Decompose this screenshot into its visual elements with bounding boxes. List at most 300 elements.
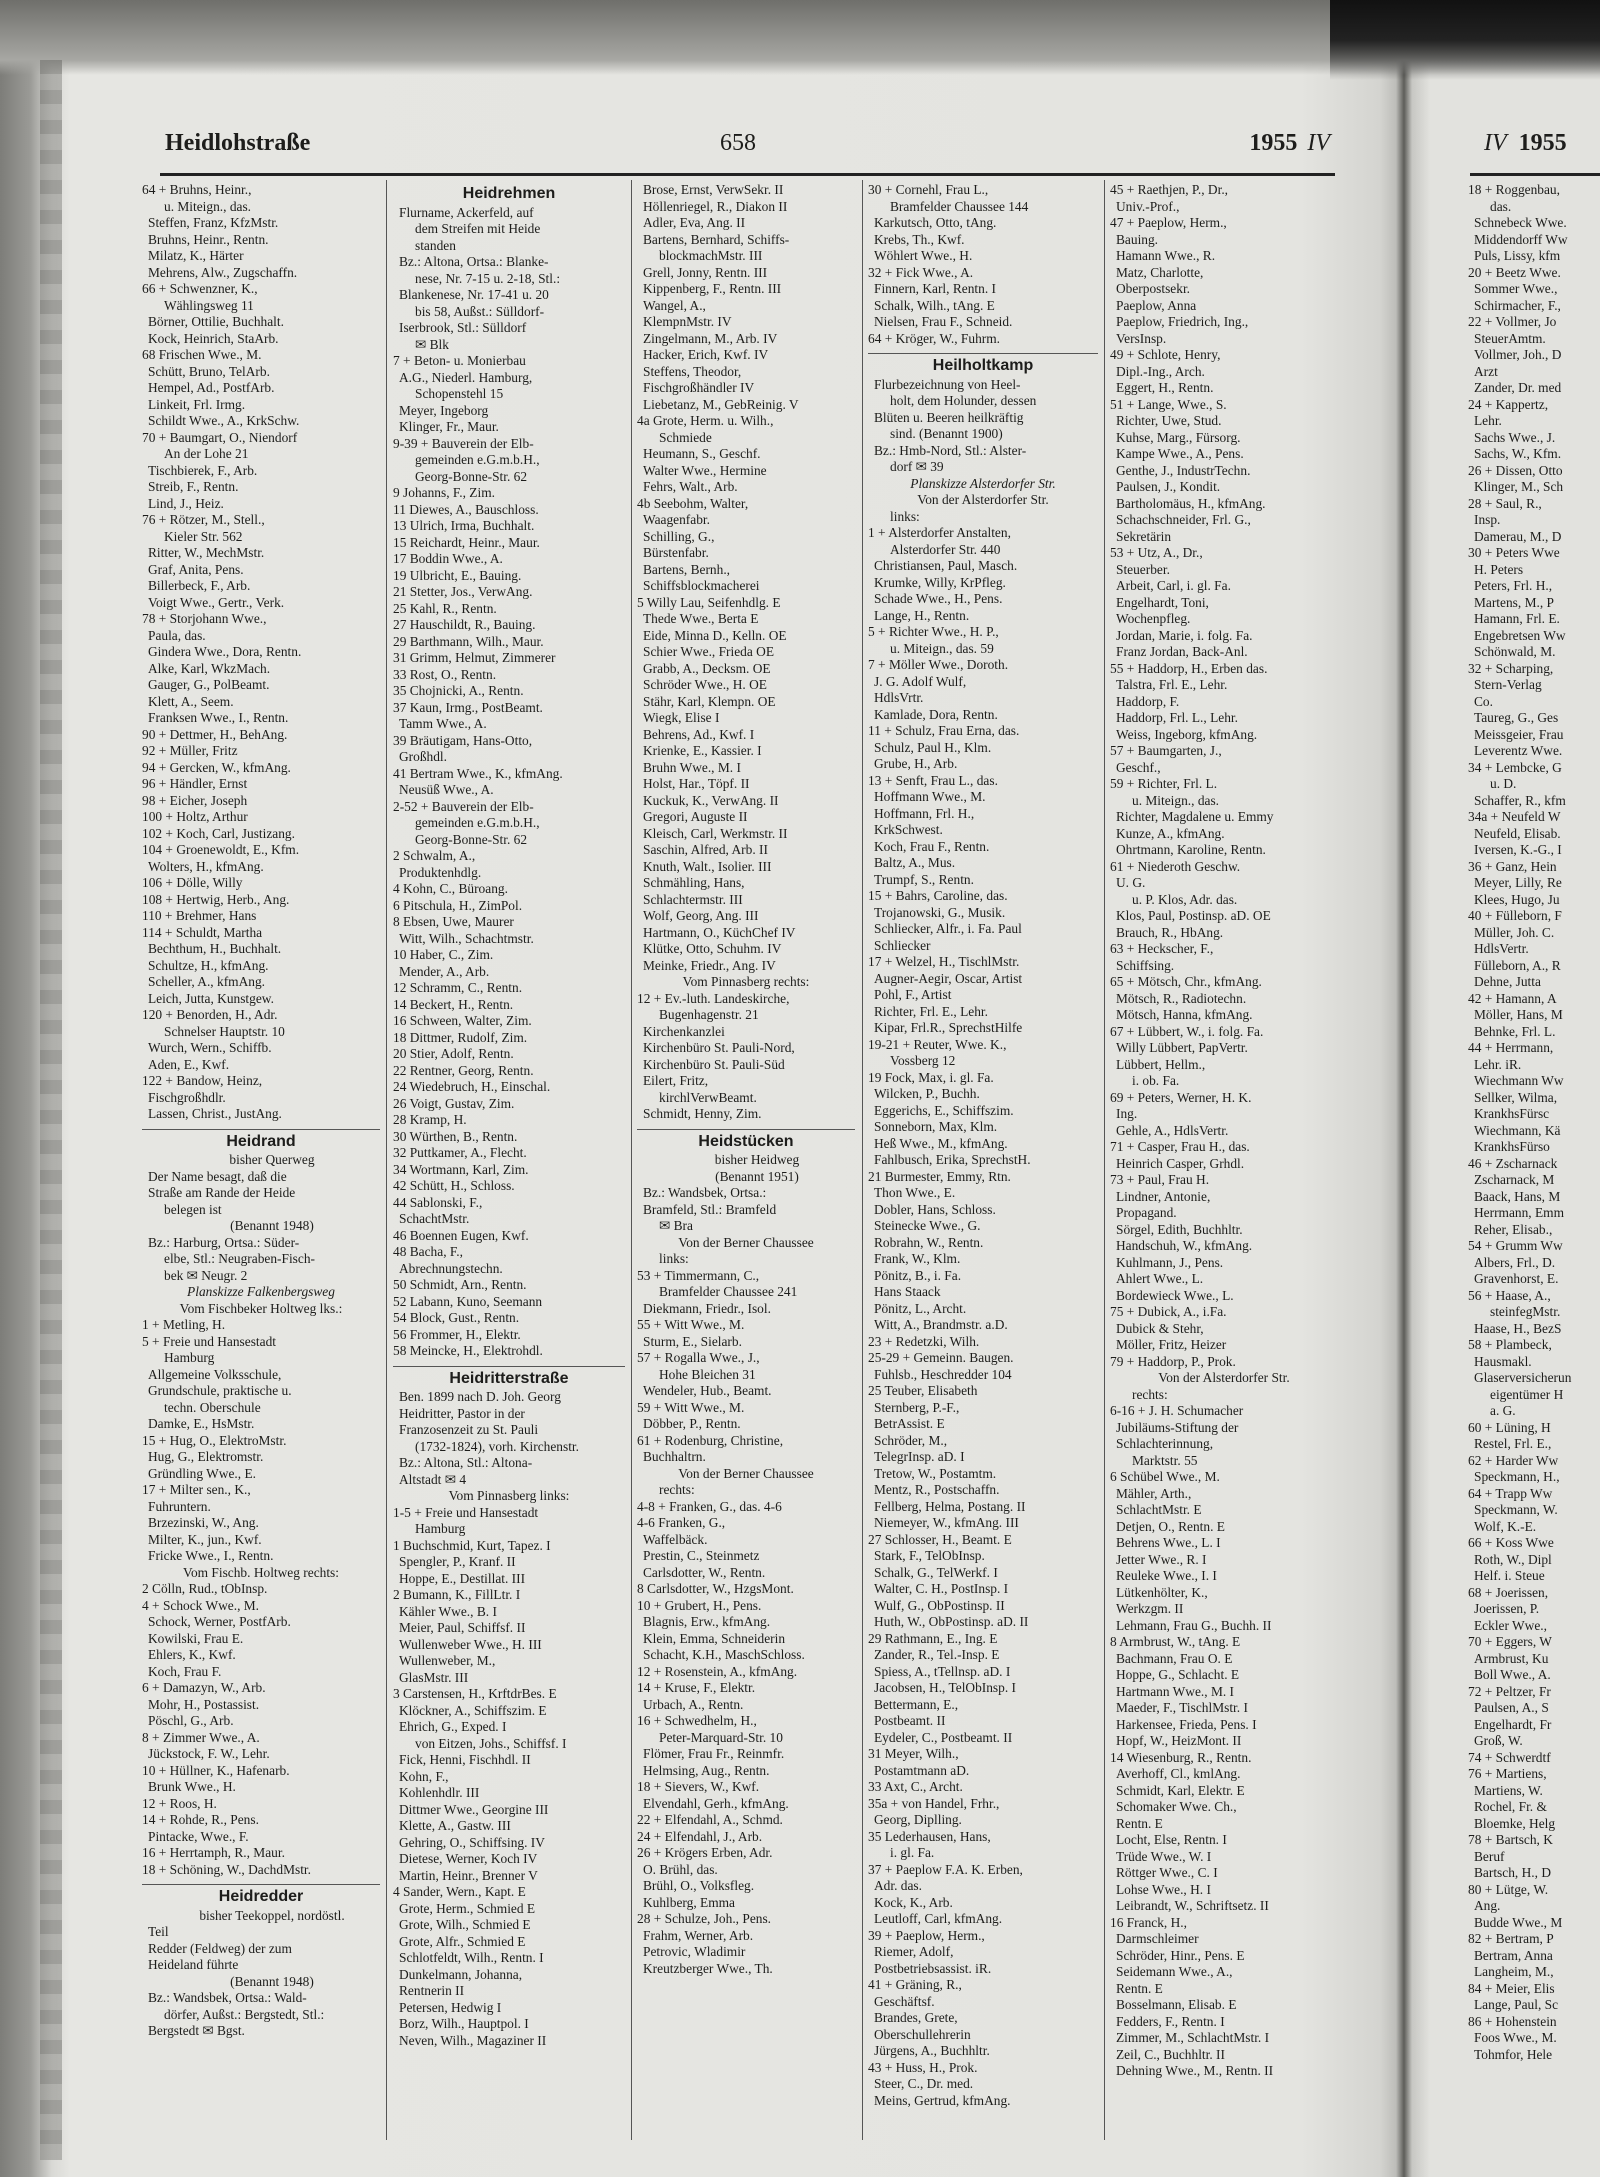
directory-entry: Fedders, F., Rentn. I — [1116, 2013, 1225, 2029]
directory-entry: Koch, Frau F., Rentn. — [874, 838, 990, 854]
directory-entry: Gehring, O., Schiffsing. IV — [399, 1834, 545, 1850]
directory-entry: Teil — [148, 1924, 169, 1939]
directory-entry: belegen ist — [164, 1201, 222, 1217]
directory-entry: kirchlVerwBeamt. — [659, 1089, 757, 1105]
street-heading: Heilholtkamp — [932, 357, 1034, 374]
directory-entry: Röttger Wwe., C. I — [1116, 1865, 1218, 1880]
directory-entry: bisher Querweg — [229, 1152, 315, 1167]
directory-entry: Hartmann Wwe., M. I — [1116, 1683, 1235, 1699]
directory-entry: 68 + Joerissen, — [1468, 1584, 1549, 1600]
directory-entry: Grote, Alfr., Schmied E — [399, 1933, 526, 1949]
directory-entry: 4-8 + Franken, G., das. 4-6 — [637, 1498, 782, 1514]
directory-entry: Mötsch, R., Radiotechn. — [1116, 990, 1247, 1006]
right-header-rule — [1470, 173, 1600, 176]
directory-entry: Karkutsch, Otto, tAng. — [874, 215, 997, 230]
directory-entry: Bloemke, Helg — [1474, 1815, 1556, 1831]
directory-entry: Brose, Ernst, VerwSekr. II — [643, 182, 784, 197]
directory-entry: Haase, H., BezS — [1474, 1320, 1562, 1336]
directory-entry: Sachs, W., Kfm. — [1474, 446, 1562, 461]
directory-entry: Von der Alsterdorfer Str. — [917, 492, 1049, 507]
directory-entry: Kuckuk, K., VerwAng. II — [643, 792, 779, 808]
directory-entry: Jückstock, F. W., Lehr. — [148, 1746, 270, 1761]
directory-entry: Von der Berner Chaussee — [678, 1465, 814, 1481]
directory-entry: Maeder, F., TischlMstr. I — [1116, 1700, 1248, 1715]
directory-entry: 31 Meyer, Wilh., — [868, 1746, 959, 1761]
directory-entry: Bramfelder Chaussee 144 — [890, 198, 1029, 214]
directory-entry: Co. — [1474, 693, 1493, 709]
directory-entry: Bruhn Wwe., M. I — [643, 759, 741, 775]
directory-entry: Neusüß Wwe., A. — [399, 782, 494, 797]
directory-entry: 6 + Damazyn, W., Arb. — [142, 1680, 266, 1695]
column-right-page — [1468, 182, 1600, 2142]
directory-entry: 12 Schramm, C., Rentn. — [393, 980, 523, 995]
directory-entry: 65 + Mötsch, Chr., kfmAng. — [1110, 974, 1262, 989]
directory-entry: Borz, Wilh., Hauptpol. I — [399, 2016, 529, 2031]
directory-entry: 62 + Harder Ww — [1468, 1452, 1559, 1468]
directory-entry: Fellberg, Helma, Postang. II — [874, 1498, 1026, 1514]
directory-entry: Wöhlert Wwe., H. — [874, 248, 973, 263]
directory-entry: Schliecker, Alfr., i. Fa. Paul — [874, 921, 1022, 936]
directory-entry: 19 Fock, Max, i. gl. Fa. — [868, 1069, 994, 1085]
directory-entry: 5 Willy Lau, Seifenhdlg. E — [637, 594, 781, 610]
directory-entry: Schröder, M., — [874, 1432, 948, 1448]
directory-entry: Reuleke Wwe., I. I — [1116, 1568, 1217, 1583]
directory-entry: 7 + Beton- u. Monierbau — [393, 353, 526, 368]
directory-entry: 31 Grimm, Helmut, Zimmerer — [393, 650, 556, 665]
directory-entry: Talstra, Frl. E., Lehr. — [1116, 677, 1228, 692]
directory-entry: Ritter, W., MechMstr. — [148, 545, 265, 560]
directory-entry: Tischbierek, F., Arb. — [148, 462, 258, 478]
directory-entry: Hug, G., Elektromstr. — [148, 1449, 264, 1464]
directory-entry: HdlsVertr. — [1474, 941, 1529, 956]
directory-entry: Herrmann, Emm — [1474, 1205, 1564, 1220]
directory-entry: Peter-Marquard-Str. 10 — [659, 1729, 783, 1745]
directory-entry: 53 + Utz, A., Dr., — [1110, 545, 1203, 560]
directory-entry: 52 Labann, Kuno, Seemann — [393, 1293, 543, 1309]
directory-entry: 1-5 + Freie und Hansestadt — [393, 1504, 539, 1520]
directory-entry: 76 + Martiens, — [1468, 1766, 1547, 1781]
directory-entry: 96 + Händler, Ernst — [142, 776, 248, 791]
directory-entry: Steinecke Wwe., G. — [874, 1218, 981, 1233]
directory-entry: Thon Wwe., E. — [874, 1185, 956, 1200]
directory-entry: Sommer Wwe., — [1474, 281, 1558, 296]
directory-entry: Arbeit, Carl, i. gl. Fa. — [1116, 578, 1231, 593]
directory-entry: 30 Würthen, B., Rentn. — [393, 1128, 518, 1144]
directory-entry: Flurname, Ackerfeld, auf — [399, 204, 534, 220]
directory-entry: Kuhlberg, Emma — [643, 1894, 735, 1910]
section-rule — [142, 1129, 380, 1130]
directory-entry: Stark, F., TelObInsp. — [874, 1548, 985, 1563]
directory-entry: Mähler, Arth., — [1116, 1485, 1192, 1501]
directory-entry: Schlachtermstr. III — [643, 891, 743, 907]
directory-entry: Hoppe, G., Schlacht. E — [1116, 1667, 1240, 1682]
directory-entry: Schultze, H., kfmAng. — [148, 957, 269, 973]
directory-entry: rechts: — [659, 1482, 695, 1497]
directory-entry: Kleisch, Carl, Werkmstr. II — [643, 825, 788, 841]
directory-entry: VersInsp. — [1116, 330, 1167, 346]
directory-entry: Mehrens, Alw., Zugschaffn. — [148, 264, 298, 280]
directory-entry: Damerau, M., D — [1474, 528, 1562, 544]
directory-entry: Alsterdorfer Str. 440 — [890, 541, 1001, 557]
directory-entry: Sachs Wwe., J. — [1474, 429, 1556, 445]
directory-entry: Sturm, E., Sielarb. — [643, 1333, 742, 1349]
directory-entry: Huth, W., ObPostinsp. aD. II — [874, 1614, 1029, 1629]
directory-entry: Bruhns, Heinr., Rentn. — [148, 231, 269, 247]
directory-entry: u. Miteign., das. — [164, 198, 252, 214]
directory-entry: 50 Schmidt, Arn., Rentn. — [393, 1277, 527, 1292]
directory-entry: 70 + Eggers, W — [1468, 1634, 1552, 1649]
directory-entry: GlasMstr. III — [399, 1669, 469, 1685]
directory-entry: Postbetriebsassist. iR. — [874, 1960, 992, 1976]
directory-entry: Genthe, J., IndustrTechn. — [1116, 462, 1251, 478]
directory-entry: Mender, A., Arb. — [399, 963, 490, 979]
directory-entry: Geschf., — [1116, 759, 1161, 775]
directory-entry: Zander, Dr. med — [1474, 380, 1562, 395]
directory-entry: Fick, Henni, Fischhdl. II — [399, 1752, 531, 1767]
directory-entry: Restel, Frl. E., — [1474, 1436, 1552, 1451]
directory-entry: Armbrust, Ku — [1474, 1650, 1549, 1666]
street-heading: Heidrand — [226, 1132, 296, 1150]
directory-entry: Meyer, Lilly, Re — [1474, 875, 1562, 890]
directory-entry: Stähr, Karl, Klempn. OE — [643, 693, 776, 709]
directory-entry: Sellker, Wilma, — [1474, 1089, 1558, 1105]
directory-entry: Neven, Wilh., Magaziner II — [399, 2032, 547, 2048]
directory-entry: Fricke Wwe., I., Rentn. — [148, 1548, 274, 1563]
directory-entry: Lübbert, Hellm., — [1116, 1056, 1206, 1072]
section-rule — [142, 1884, 380, 1885]
directory-entry: Schmiede — [659, 429, 712, 445]
directory-entry: Schaffer, R., kfm — [1474, 792, 1566, 808]
directory-entry: Schönwald, M. — [1474, 644, 1556, 659]
directory-entry: 30 + Peters Wwe — [1468, 545, 1560, 560]
directory-entry: blockmachMstr. III — [659, 248, 763, 263]
directory-entry: Schliecker — [874, 937, 931, 953]
directory-entry: Walter Wwe., Hermine — [643, 462, 767, 478]
directory-entry: Behrens, Ad., Kwf. I — [643, 726, 755, 742]
directory-entry: Kreutzberger Wwe., Th. — [643, 1960, 773, 1976]
directory-entry: 46 Boennen Eugen, Kwf. — [393, 1227, 529, 1243]
directory-entry: Krumke, Willy, KrPfleg. — [874, 574, 1006, 590]
directory-entry: 114 + Schuldt, Martha — [142, 924, 263, 940]
directory-entry: 47 + Paeplow, Herm., — [1110, 215, 1227, 230]
directory-entry: Bz.: Altona, Ortsa.: Blanke- — [399, 254, 549, 269]
directory-entry: Arzt — [1474, 363, 1498, 379]
directory-entry: Lind, J., Heiz. — [148, 495, 224, 511]
directory-entry: Von der Berner Chaussee — [678, 1234, 814, 1250]
directory-entry: Klein, Emma, Schneiderin — [643, 1630, 786, 1646]
directory-entry: Prestin, C., Steinmetz — [643, 1548, 760, 1563]
directory-entry: 28 Kramp, H. — [393, 1112, 467, 1127]
directory-entry: Wiegk, Elise I — [643, 710, 720, 725]
directory-entry: Stern-Verlag — [1474, 677, 1542, 692]
directory-entry: Postamtmann aD. — [874, 1762, 970, 1778]
directory-entry: Lehr. iR. — [1474, 1056, 1522, 1072]
directory-entry: Kippenberg, F., Rentn. III — [643, 281, 782, 296]
header-year-quarter — [1249, 130, 1330, 157]
directory-entry: Elvendahl, Gerh., kfmAng. — [643, 1795, 789, 1811]
directory-entry: Kirchenbüro St. Pauli-Nord, — [643, 1040, 795, 1055]
directory-entry: elbe, Stl.: Neugraben-Fisch- — [164, 1251, 315, 1266]
directory-entry: Neufeld, Elisab. — [1474, 825, 1561, 841]
directory-entry: Wochenpfleg. — [1116, 611, 1191, 626]
directory-entry: 90 + Dettmer, H., BehAng. — [142, 726, 288, 742]
directory-entry: Bordewieck Wwe., L. — [1116, 1287, 1234, 1303]
directory-entry: Kowilski, Frau E. — [148, 1630, 244, 1646]
directory-entry: Bz.: Wandsbek, Ortsa.: — [643, 1185, 767, 1200]
directory-entry: dörfer, Außst.: Bergstedt, Stl.: — [164, 2006, 325, 2022]
directory-entry: Groß, W. — [1474, 1733, 1523, 1748]
directory-entry: KrkSchwest. — [874, 822, 943, 837]
directory-entry: Bertram, Anna — [1474, 1947, 1553, 1963]
directory-entry: Klinger, Fr., Maur. — [399, 419, 499, 434]
directory-entry: Lindner, Antonie, — [1116, 1188, 1211, 1204]
directory-entry: Sonneborn, Max, Klm. — [874, 1119, 998, 1134]
directory-entry: Wulf, G., ObPostinsp. II — [874, 1597, 1005, 1613]
directory-entry: Leutloff, Carl, kfmAng. — [874, 1911, 1003, 1926]
directory-entry: Trojanowski, G., Musik. — [874, 904, 1006, 920]
directory-entry: 9 Johanns, F., Zim. — [393, 485, 495, 500]
directory-entry: 4a Grote, Herm. u. Wilh., — [637, 413, 774, 428]
directory-entry: Middendorff Ww — [1474, 231, 1568, 247]
directory-entry: techn. Oberschule — [164, 1399, 261, 1415]
directory-entry: Fuhruntern. — [148, 1498, 211, 1514]
directory-entry: Wolters, H., kfmAng. — [148, 858, 264, 874]
directory-entry: 63 + Heckscher, F., — [1110, 941, 1214, 956]
directory-entry: Peters, Frl. H., — [1474, 578, 1553, 593]
directory-entry: 5 + Richter Wwe., H. P., — [868, 624, 999, 639]
column-2 — [393, 182, 625, 2142]
directory-entry: 59 + Witt Wwe., M. — [637, 1399, 745, 1415]
directory-entry: 32 + Fick Wwe., A. — [868, 264, 974, 280]
directory-entry: 13 + Senft, Frau L., das. — [868, 772, 998, 788]
directory-entry: Klöckner, A., Schiffszim. E — [399, 1702, 547, 1718]
directory-entry: Ehlers, K., Kwf. — [148, 1647, 236, 1662]
directory-entry: 64 + Trapp Ww — [1468, 1485, 1553, 1501]
directory-entry: ✉ Blk — [415, 336, 449, 352]
directory-entry: An der Lohe 21 — [164, 446, 249, 461]
directory-entry: 41 Bertram Wwe., K., kfmAng. — [393, 765, 563, 781]
directory-entry: Dittmer Wwe., Georgine III — [399, 1801, 549, 1817]
directory-entry: Eggert, H., Rentn. — [1116, 380, 1214, 395]
directory-entry: 33 Axt, C., Archt. — [868, 1779, 963, 1794]
directory-entry: Der Name besagt, daß die — [148, 1168, 287, 1184]
directory-entry: KlempnMstr. IV — [643, 314, 732, 329]
directory-entry: 1 Buchschmid, Kurt, Tapez. I — [393, 1537, 551, 1553]
directory-entry: sind. (Benannt 1900) — [890, 426, 1003, 441]
directory-entry: standen — [415, 237, 456, 253]
directory-entry: 34 Wortmann, Karl, Zim. — [393, 1161, 529, 1177]
directory-entry: Schalk, Wilh., tAng. E — [874, 297, 995, 313]
directory-entry: 35 Lederhausen, Hans, — [868, 1828, 991, 1844]
directory-entry: 40 + Fülleborn, F — [1468, 908, 1562, 923]
directory-entry: Wiechmann Ww — [1474, 1073, 1564, 1088]
directory-entry: Alke, Karl, WkzMach. — [148, 660, 271, 676]
directory-entry: Pönitz, B., i. Fa. — [874, 1267, 962, 1283]
directory-entry: 45 + Raethjen, P., Dr., — [1110, 182, 1229, 197]
directory-entry: Ang. — [1474, 1898, 1501, 1913]
directory-entry: Meier, Paul, Schiffsf. II — [399, 1620, 526, 1635]
directory-entry: Hartmann, O., KüchChef IV — [643, 924, 796, 940]
directory-entry: u. P. Klos, Adr. das. — [1132, 891, 1238, 907]
directory-entry: 18 + Roggenbau, — [1468, 182, 1560, 197]
directory-entry: H. Peters — [1474, 561, 1524, 577]
directory-entry: 55 + Witt Wwe., M. — [637, 1317, 745, 1332]
directory-entry: Kirchenkanzlei — [643, 1023, 725, 1039]
directory-entry: Bartholomäus, H., kfmAng. — [1116, 495, 1266, 511]
directory-entry: 44 Sablonski, F., — [393, 1194, 483, 1210]
directory-entry: Petersen, Hedwig I — [399, 1999, 502, 2015]
directory-entry: Bramfelder Chaussee 241 — [659, 1284, 798, 1299]
directory-entry: Heidritter, Pastor in der — [399, 1405, 525, 1421]
directory-entry: 14 + Kruse, F., Elektr. — [637, 1680, 756, 1695]
directory-entry: Speckmann, W. — [1474, 1502, 1558, 1517]
column-3 — [637, 182, 855, 2142]
directory-entry: 42 Schütt, H., Schloss. — [393, 1178, 515, 1193]
directory-entry: Behnke, Frl. L. — [1474, 1023, 1556, 1039]
directory-entry: 78 + Storjohann Wwe., — [142, 611, 267, 626]
directory-entry: 98 + Eicher, Joseph — [142, 792, 248, 808]
directory-entry: das. — [1490, 198, 1512, 214]
directory-entry: Damke, E., HsMstr. — [148, 1416, 255, 1431]
directory-entry: Wiechmann, Kä — [1474, 1122, 1561, 1138]
directory-entry: 3 Carstensen, H., KrftdrBes. E — [393, 1686, 557, 1701]
directory-entry: 10 Haber, C., Zim. — [393, 947, 494, 962]
directory-entry: Kipar, Frl.R., SprechstHilfe — [874, 1020, 1023, 1035]
directory-entry: 11 Diewes, A., Bauschloss. — [393, 501, 539, 517]
directory-entry: Klees, Hugo, Ju — [1474, 891, 1560, 907]
directory-entry: Propagand. — [1116, 1205, 1177, 1220]
directory-entry: Hamann Wwe., R. — [1116, 248, 1216, 263]
directory-entry: 58 + Plambeck, — [1468, 1337, 1552, 1352]
directory-entry: Lohse Wwe., H. I — [1116, 1881, 1211, 1897]
directory-entry: Paeplow, Anna — [1116, 297, 1197, 313]
directory-entry: Schock, Werner, PostfArb. — [148, 1614, 291, 1629]
directory-entry: Glaserversicherun — [1474, 1370, 1572, 1385]
directory-entry: Rentn. E — [1116, 1815, 1163, 1831]
directory-entry: bis 58, Außst.: Sülldorf- — [415, 303, 545, 319]
directory-entry: Koch, Frau F. — [148, 1663, 222, 1679]
directory-entry: Paula, das. — [148, 627, 206, 643]
directory-entry: Höllenriegel, R., Diakon II — [643, 198, 788, 214]
directory-entry: holt, dem Holunder, dessen — [890, 393, 1037, 408]
directory-entry: Steuerber. — [1116, 561, 1170, 577]
directory-entry: Iversen, K.-G., I — [1474, 842, 1562, 857]
directory-entry: Krienke, E., Kassier. I — [643, 743, 762, 758]
directory-entry: Diekmann, Friedr., Isol. — [643, 1300, 771, 1316]
directory-entry: 84 + Meier, Elis — [1468, 1980, 1555, 1996]
directory-entry: 25 Kahl, R., Rentn. — [393, 600, 497, 616]
directory-entry: Witt, Wilh., Schachtmstr. — [399, 930, 534, 946]
directory-entry: 71 + Casper, Frau H., das. — [1110, 1139, 1250, 1154]
directory-entry: Bettermann, E., — [874, 1696, 959, 1712]
directory-entry: Lütkenhölter, K., — [1116, 1584, 1208, 1600]
directory-entry: Bauing. — [1116, 231, 1159, 247]
directory-entry: Grell, Jonny, Rentn. III — [643, 264, 768, 280]
directory-entry: Schmidt, Henny, Zim. — [643, 1106, 762, 1121]
directory-entry: Hopf, W., HeizMont. II — [1116, 1733, 1242, 1748]
directory-entry: Linkeit, Frl. Irmg. — [148, 396, 246, 412]
directory-entry: Ing. — [1116, 1106, 1138, 1121]
directory-entry: Gehle, A., HdlsVertr. — [1116, 1122, 1229, 1138]
directory-entry: 35a + von Handel, Frhr., — [868, 1795, 1000, 1811]
directory-entry: Brzezinski, W., Ang. — [148, 1515, 259, 1530]
directory-entry: Hans Staack — [874, 1284, 941, 1299]
directory-entry: Gravenhorst, E. — [1474, 1271, 1559, 1286]
directory-entry: 106 + Dölle, Willy — [142, 875, 243, 890]
directory-entry: 18 + Sievers, W., Kwf. — [637, 1779, 760, 1794]
directory-entry: 44 + Herrmann, — [1468, 1040, 1554, 1055]
directory-entry: Hacker, Erich, Kwf. IV — [643, 347, 769, 362]
directory-entry: 26 + Krögers Erben, Adr. — [637, 1845, 773, 1860]
directory-entry: Sörgel, Edith, Buchhltr. — [1116, 1221, 1243, 1237]
directory-entry: Pintacke, Wwe., F. — [148, 1828, 249, 1844]
directory-entry: 120 + Benorden, H., Adr. — [142, 1007, 278, 1022]
directory-entry: 104 + Groenewoldt, E., Kfm. — [142, 842, 300, 857]
directory-entry: Robrahn, W., Rentn. — [874, 1234, 984, 1250]
directory-entry: Kock, K., Arb. — [874, 1894, 953, 1910]
directory-entry: 39 + Paeplow, Herm., — [868, 1927, 985, 1943]
directory-entry: Mötsch, Hanna, kfmAng. — [1116, 1007, 1253, 1022]
directory-entry: 6-16 + J. H. Schumacher — [1110, 1403, 1244, 1418]
directory-entry: Richter, Frl. E., Lehr. — [874, 1003, 989, 1019]
directory-entry: 12 + Ev.-luth. Landeskirche, — [637, 990, 790, 1006]
directory-entry: Bugenhagenstr. 21 — [659, 1007, 759, 1022]
directory-entry: 80 + Lütge, W. — [1468, 1881, 1549, 1897]
directory-entry: 6 Pitschula, H., ZimPol. — [393, 897, 523, 913]
directory-entry: 70 + Baumgart, O., Niendorf — [142, 429, 298, 445]
page-header — [165, 130, 1330, 170]
header-rule — [160, 173, 1335, 176]
directory-entry: Ben. 1899 nach D. Joh. Georg — [399, 1389, 561, 1404]
directory-entry: Steffens, Theodor, — [643, 363, 742, 379]
directory-entry: Bramfeld, Stl.: Bramfeld — [643, 1201, 777, 1217]
directory-entry: Altstadt ✉ 4 — [399, 1471, 467, 1487]
directory-entry: links: — [659, 1251, 689, 1266]
directory-entry: Döbber, P., Rentn. — [643, 1416, 741, 1431]
directory-entry: (1732-1824), vorh. Kirchenstr. — [415, 1438, 580, 1454]
directory-entry: Budde Wwe., M — [1474, 1914, 1563, 1930]
directory-entry: Voigt Wwe., Gertr., Verk. — [148, 594, 285, 610]
directory-entry: Bz.: Altona, Stl.: Altona- — [399, 1455, 533, 1470]
directory-entry: Abrechnungstechn. — [399, 1260, 503, 1276]
directory-entry: Schmidt, Karl, Elektr. E — [1116, 1782, 1245, 1798]
directory-entry: Martens, M., P — [1474, 594, 1554, 610]
directory-entry: Hamburg — [415, 1521, 466, 1536]
directory-entry: 34a + Neufeld W — [1468, 809, 1561, 824]
directory-entry: 30 + Cornehl, Frau L., — [868, 182, 989, 197]
directory-entry: Grundschule, praktische u. — [148, 1383, 292, 1398]
directory-entry: 2-52 + Bauverein der Elb- — [393, 798, 534, 814]
directory-entry: Vom Pinnasberg rechts: — [682, 974, 810, 989]
directory-entry: Wolf, K.-E. — [1474, 1518, 1537, 1534]
directory-entry: Streib, F., Rentn. — [148, 479, 239, 494]
directory-entry: 22 + Elfendahl, A., Schmd. — [637, 1812, 783, 1827]
directory-entry: Speckmann, H., — [1474, 1469, 1560, 1484]
directory-entry: Jetter Wwe., R. I — [1116, 1551, 1207, 1567]
directory-entry: Lehr. — [1474, 413, 1502, 428]
directory-entry: Schnebeck Wwe. — [1474, 215, 1567, 230]
directory-entry: Trumpf, S., Rentn. — [874, 871, 974, 887]
column-divider — [862, 180, 863, 2140]
directory-entry: Planskizze Falkenbergsweg — [187, 1284, 335, 1299]
directory-entry: Eggerichs, E., Schiffszim. — [874, 1102, 1014, 1118]
directory-entry: Helf. i. Steue — [1474, 1568, 1545, 1583]
directory-entry: Klos, Paul, Postinsp. aD. OE — [1116, 908, 1271, 923]
directory-entry: 46 + Zscharnack — [1468, 1155, 1558, 1171]
directory-entry: 60 + Lüning, H — [1468, 1419, 1551, 1435]
column-divider — [386, 180, 387, 2140]
directory-entry: 24 + Elfendahl, J., Arb. — [637, 1828, 763, 1844]
